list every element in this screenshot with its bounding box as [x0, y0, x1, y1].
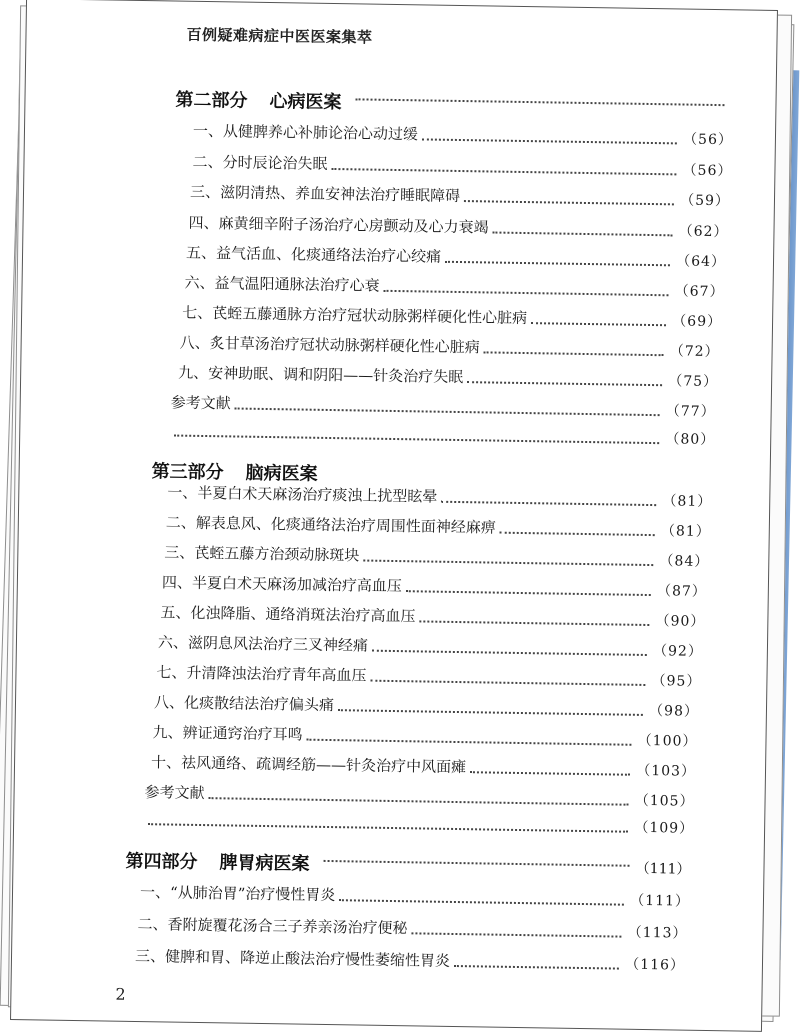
leader-dots — [324, 860, 630, 867]
toc-entry[interactable]: 八、炙甘草汤治疗冠状动脉粥样硬化性心脏病 （72） — [179, 333, 720, 361]
toc-entry[interactable]: 九、安神助眠、调和阴阳——针灸治疗失眠 （75） — [178, 363, 719, 391]
toc-entry[interactable]: 九、辨证通窍治疗耳鸣 （100） — [152, 723, 698, 750]
page-number: 2 — [115, 984, 126, 1004]
toc-entry[interactable]: 一、半夏白术天麻汤治疗痰浊上扰型眩晕 （81） — [167, 483, 713, 510]
part-title: 心病医案 — [269, 90, 342, 114]
toc-entry[interactable]: 二、香附旋覆花汤合三子养亲汤治疗便秘 （113） — [137, 915, 688, 942]
toc-entry[interactable]: 十、祛风通络、疏调经筋——针灸治疗中风面瘫 （103） — [150, 753, 697, 780]
toc-entry[interactable]: 三、健脾和胃、降逆止酸法治疗慢性萎缩性胃炎 （116） — [134, 946, 686, 974]
part-label: 第三部分 — [151, 461, 224, 484]
toc-entry[interactable]: 七、芪蛭五藤通脉方治疗冠状动脉粥样硬化性心脏病 （69） — [182, 303, 723, 331]
running-head: 百例疑难病症中医医案集萃 — [186, 25, 373, 47]
toc-entry[interactable]: 六、益气温阳通脉法治疗心衰 （67） — [184, 273, 725, 301]
toc-entry[interactable]: 三、芪蛭五藤方治颈动脉斑块 （84） — [164, 543, 710, 570]
leader-dots — [356, 98, 725, 106]
toc-entry[interactable]: 四、麻黄细辛附子汤治疗心房颤动及心力衰竭 （62） — [188, 213, 729, 241]
toc-entry-continuation: （109） — [144, 809, 694, 838]
toc-entry[interactable]: 二、分时辰论治失眠 （56） — [192, 152, 733, 180]
toc-entry[interactable]: 一、从健脾养心补肺论治心动过缓 （56） — [192, 121, 734, 149]
part-label: 第二部分 — [175, 89, 248, 112]
toc-entry[interactable]: 七、升清降浊法治疗青年高血压 （95） — [156, 663, 702, 690]
toc-entry[interactable]: 三、滋阴清热、养血安神法治疗睡眠障碍 （59） — [189, 182, 731, 210]
toc-entry-continuation: （80） — [170, 420, 715, 449]
part-title: 脾胃病医案 — [219, 852, 310, 875]
toc-entry-references[interactable]: 参考文献 （105） — [144, 783, 695, 810]
toc-page — [10, 0, 778, 1032]
toc-entry[interactable]: 一、“从肺治胃”治疗慢性胃炎 （111） — [139, 883, 691, 910]
part-title: 脑病医案 — [245, 462, 318, 485]
toc-entry-references[interactable]: 参考文献 （77） — [170, 393, 716, 421]
part-heading-4 — [125, 847, 690, 882]
toc-entry[interactable]: 六、滋阴息风法治疗三叉神经痛 （92） — [157, 633, 704, 660]
toc-entry[interactable]: 五、益气活血、化痰通络法治疗心绞痛 （64） — [185, 243, 727, 271]
part-page: （111） — [635, 860, 691, 878]
part-heading-2 — [175, 86, 730, 121]
toc-entry[interactable]: 八、化痰散结法治疗偏头痛 （98） — [153, 693, 700, 720]
toc-entry[interactable]: 四、半夏白术天麻汤加减治疗高血压 （87） — [161, 573, 707, 600]
toc-entry[interactable]: 二、解表息风、化痰通络法治疗周围性面神经麻痹 （81） — [165, 513, 711, 540]
part-label: 第四部分 — [125, 850, 198, 873]
toc-entry[interactable]: 五、化浊降脂、通络消斑法治疗高血压 （90） — [160, 603, 706, 630]
